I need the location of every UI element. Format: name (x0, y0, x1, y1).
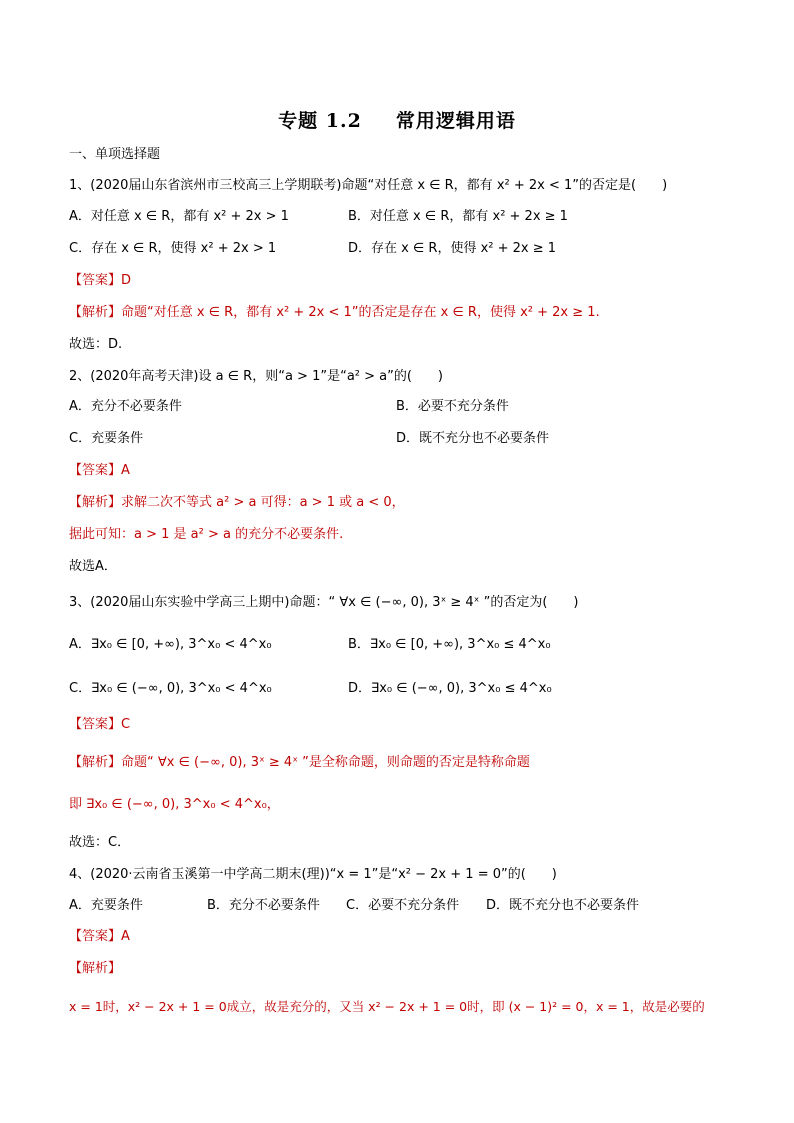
q1-conclusion: 故选：D. (69, 337, 123, 352)
q4-answer (69, 928, 130, 946)
q1-answer-value: D (121, 273, 132, 288)
q1-analysis-tag: 【解析】 (69, 305, 122, 320)
q3-answer-value: C (121, 717, 131, 732)
q4-answer-tag: 【答案】 (69, 929, 122, 944)
q4-option-a: A．充要条件 (69, 898, 143, 913)
q1-stem: 1、(2020届山东省滨州市三校高三上学期联考)命题“对任意 x ∈ R，都有 x² + 2x < 1”的否定是( ) (69, 178, 668, 193)
q2-answer-tag: 【答案】 (69, 463, 122, 478)
q3-answer-tag: 【答案】 (69, 717, 122, 732)
q4-stem: 4、(2020·云南省玉溪第一中学高二期末(理))“x = 1”是“x² − 2x + 1 = 0”的( ) (69, 867, 557, 882)
q3-analysis-line2: 即 ∃x₀ ∈ (−∞, 0), 3^x₀ < 4^x₀， (69, 797, 280, 812)
q1-answer (69, 272, 131, 290)
q1-option-c: C．存在 x ∈ R，使得 x² + 2x > 1 (69, 241, 277, 256)
section-heading: 一、单项选择题 (69, 147, 161, 162)
q2-answer (69, 462, 130, 480)
q2-answer-value: A (121, 463, 130, 478)
q1-analysis (69, 304, 600, 322)
q2-option-c: C．充要条件 (69, 431, 144, 446)
q2-analysis-line2: 据此可知：a > 1 是 a² > a 的充分不必要条件. (69, 527, 344, 542)
q1-analysis-text: 命题“对任意 x ∈ R，都有 x² + 2x < 1”的否定是存在 x ∈ R，使得 x² + 2x ≥ 1. (121, 305, 600, 320)
title-number: 专题 1.2 (278, 110, 362, 132)
q3-conclusion: 故选：C． (69, 835, 131, 850)
q4-analysis-line2: x = 1时，x² − 2x + 1 = 0成立，故是充分的，又当 x² − 2x + 1 = 0时，即 (x − 1)² = 0，x = 1，故是必要的 (69, 999, 705, 1014)
q3-option-b: B．∃x₀ ∈ [0, +∞), 3^x₀ ≤ 4^x₀ (348, 637, 551, 652)
q3-stem: 3、(2020届山东实验中学高三上期中)命题：“ ∀x ∈ (−∞, 0), 3ˣ ≥ 4ˣ ”的否定为( ) (69, 595, 579, 610)
q2-analysis (69, 494, 405, 512)
title-text: 常用逻辑用语 (395, 110, 516, 132)
q2-option-d: D．既不充分也不必要条件 (396, 431, 550, 446)
q2-option-a: A．充分不必要条件 (69, 399, 182, 414)
q1-answer-tag: 【答案】 (69, 273, 122, 288)
q4-option-d: D．既不充分也不必要条件 (486, 898, 640, 913)
q2-option-b: B．必要不充分条件 (396, 399, 509, 414)
q4-option-c: C．必要不充分条件 (346, 898, 460, 913)
q3-analysis (69, 754, 530, 772)
page-title (0, 106, 794, 133)
q3-option-d: D．∃x₀ ∈ (−∞, 0), 3^x₀ ≤ 4^x₀ (348, 681, 552, 696)
q1-option-b: B．对任意 x ∈ R，都有 x² + 2x ≥ 1 (348, 209, 568, 224)
q3-analysis-tag: 【解析】 (69, 755, 122, 770)
q2-analysis-tag: 【解析】 (69, 495, 122, 510)
q1-option-a: A．对任意 x ∈ R，都有 x² + 2x > 1 (69, 209, 289, 224)
q4-answer-value: A (121, 929, 130, 944)
q3-analysis-text: 命题“ ∀x ∈ (−∞, 0), 3ˣ ≥ 4ˣ ”是全称命题，则命题的否定是特称命题 (121, 755, 530, 770)
q4-analysis-tag: 【解析】 (69, 961, 122, 976)
q2-analysis-text: 求解二次不等式 a² > a 可得：a > 1 或 a < 0， (121, 495, 405, 510)
q3-option-a: A．∃x₀ ∈ [0, +∞), 3^x₀ < 4^x₀ (69, 637, 272, 652)
q2-stem: 2、(2020年高考天津)设 a ∈ R，则“a > 1”是“a² > a”的( ) (69, 369, 443, 384)
q4-option-b: B．充分不必要条件 (207, 898, 320, 913)
q3-answer (69, 716, 130, 734)
q2-conclusion: 故选A． (69, 559, 117, 574)
q4-analysis (69, 960, 121, 978)
q1-option-d: D．存在 x ∈ R，使得 x² + 2x ≥ 1 (348, 241, 557, 256)
q3-option-c: C．∃x₀ ∈ (−∞, 0), 3^x₀ < 4^x₀ (69, 681, 272, 696)
